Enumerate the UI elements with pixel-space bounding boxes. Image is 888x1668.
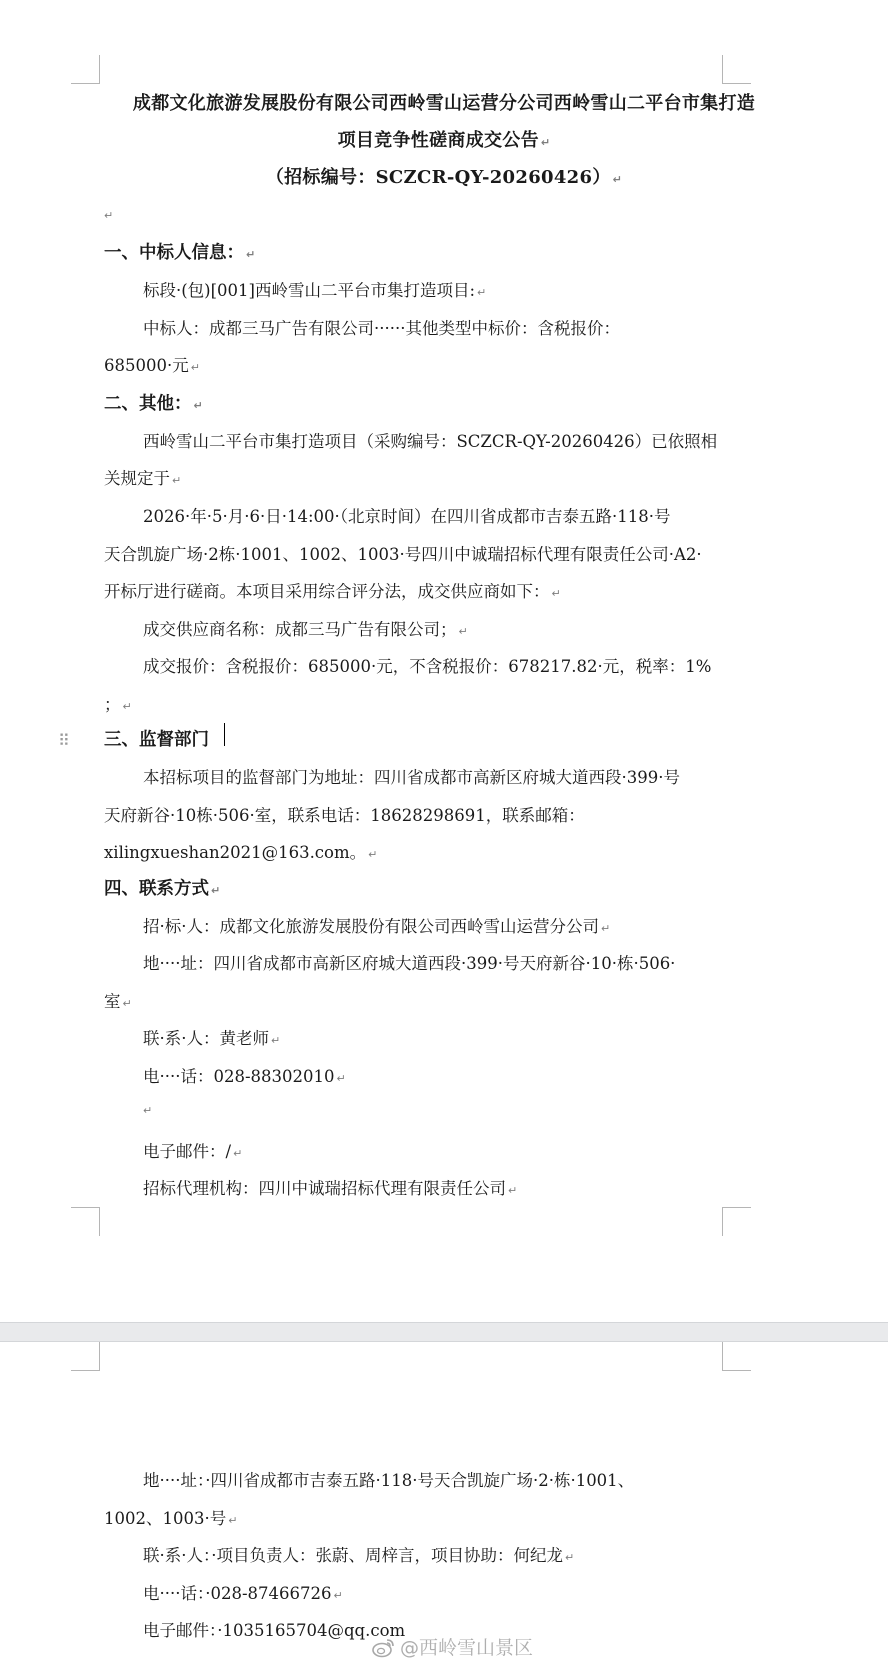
page2-contact[interactable]: 联·系·人：·项目负责人：张蔚、周梓言，项目协助：何纪龙 ↵: [143, 1546, 575, 1565]
weibo-watermark: [372, 1633, 533, 1660]
page-separator: [0, 1322, 888, 1342]
section2-supplier[interactable]: 成交供应商名称：成都三马广告有限公司； ↵: [143, 620, 468, 639]
section3-line1[interactable]: 本招标项目的监督部门为地址：四川省成都市高新区府城大道西段·399·号: [143, 768, 680, 787]
page2-phone[interactable]: 电····话：·028-87466726 ↵: [143, 1584, 343, 1603]
watermark-text: @西岭雪山景区: [400, 1637, 534, 1659]
crop-mark-top-right: [722, 1342, 751, 1371]
section2-paragraph2-line1[interactable]: 2026·年·5·月·6·日·14:00·（北京时间）在四川省成都市吉泰五路·118·号: [143, 507, 671, 526]
document-title-line-3[interactable]: （招标编号：SCZCR-QY-20260426） ↵: [265, 167, 623, 188]
section4-contact[interactable]: 联·系·人：黄老师 ↵: [143, 1029, 281, 1048]
text-cursor: [224, 723, 225, 746]
empty-paragraph-mark: ↵: [143, 1104, 153, 1117]
section1-heading[interactable]: 一、中标人信息： ↵: [104, 243, 256, 263]
crop-mark-top-left: [71, 1342, 100, 1371]
section4-tenderer[interactable]: 招·标·人：成都文化旅游发展股份有限公司西岭雪山运营分公司 ↵: [143, 917, 611, 936]
crop-mark-bottom-right: [722, 1207, 751, 1236]
section3-heading[interactable]: 三、监督部门: [104, 730, 209, 750]
section4-agency[interactable]: 招标代理机构：四川中诚瑞招标代理有限责任公司 ↵: [143, 1179, 518, 1198]
section4-address-line2[interactable]: 室 ↵: [104, 992, 132, 1011]
document-title-line-2[interactable]: 项目竞争性磋商成交公告 ↵: [337, 130, 551, 151]
section2-paragraph1-line1[interactable]: 西岭雪山二平台市集打造项目（采购编号：SCZCR-QY-20260426）已依照相: [143, 432, 718, 451]
paragraph-drag-handle[interactable]: ⠿: [58, 731, 68, 750]
section2-quote-line1[interactable]: 成交报价：含税报价：685000·元，不含税报价：678217.82·元，税率：1%: [143, 657, 712, 676]
document-page-2[interactable]: [0, 1342, 888, 1668]
section1-lot[interactable]: 标段·(包)[001]西岭雪山二平台市集打造项目: ↵: [143, 281, 487, 300]
crop-mark-bottom-left: [71, 1207, 100, 1236]
empty-paragraph-mark: ↵: [104, 209, 114, 222]
section4-heading[interactable]: 四、联系方式 ↵: [104, 879, 221, 899]
section1-winner[interactable]: 中标人：成都三马广告有限公司······其他类型中标价：含税报价：: [143, 319, 620, 338]
page2-email[interactable]: 电子邮件：·1035165704@qq.com: [143, 1621, 406, 1640]
section2-paragraph2-line3[interactable]: 开标厅进行磋商。本项目采用综合评分法，成交供应商如下： ↵: [104, 582, 561, 601]
crop-mark-top-right: [722, 55, 751, 84]
crop-mark-top-left: [71, 55, 100, 84]
weibo-icon: [372, 1638, 396, 1658]
section2-paragraph2-line2[interactable]: 天合凯旋广场·2栋·1001、1002、1003·号四川中诚瑞招标代理有限责任公司·A2·: [104, 545, 702, 564]
section3-line3[interactable]: xilingxueshan2021@163.com。 ↵: [104, 843, 378, 862]
section4-email[interactable]: 电子邮件：/ ↵: [143, 1142, 243, 1161]
section2-heading[interactable]: 二、其他： ↵: [104, 394, 203, 414]
section4-phone[interactable]: 电····话：028-88302010 ↵: [143, 1067, 346, 1086]
section2-quote-line2[interactable]: ； ↵: [104, 695, 132, 714]
page2-address-line2[interactable]: 1002、1003·号 ↵: [104, 1509, 238, 1528]
section3-line2[interactable]: 天府新谷·10栋·506·室，联系电话：18628298691，联系邮箱：: [104, 806, 585, 825]
page2-address-line1[interactable]: 地····址：·四川省成都市吉泰五路·118·号天合凯旋广场·2·栋·1001、: [143, 1471, 635, 1490]
section4-address-line1[interactable]: 地····址：四川省成都市高新区府城大道西段·399·号天府新谷·10·栋·506·: [143, 954, 676, 973]
section1-price[interactable]: 685000·元 ↵: [104, 356, 200, 375]
section2-paragraph1-line2[interactable]: 关规定于 ↵: [104, 469, 182, 488]
document-title-line-1[interactable]: 成都文化旅游发展股份有限公司西岭雪山运营分公司西岭雪山二平台市集打造: [132, 93, 756, 114]
